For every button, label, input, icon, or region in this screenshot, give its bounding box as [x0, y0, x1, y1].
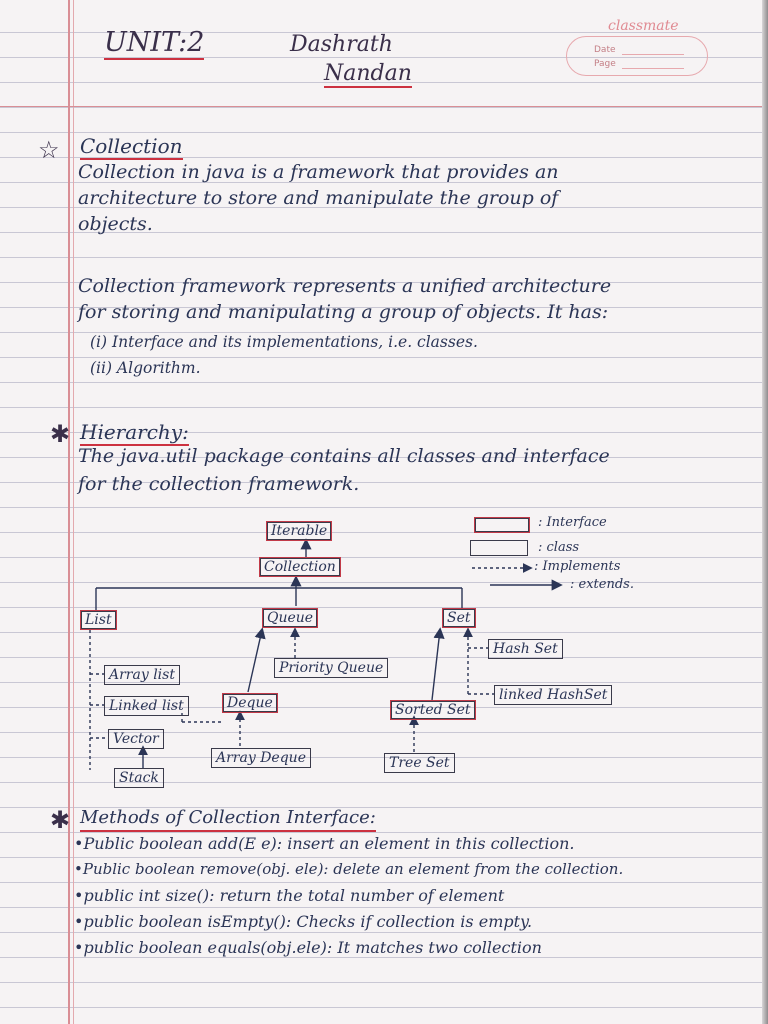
- node-vector: Vector: [108, 729, 164, 749]
- node-arraylist: Array list: [104, 665, 180, 685]
- framework-line: Collection framework represents a unified architecture: [78, 275, 612, 297]
- method-item: •Public boolean remove(obj. ele): delete an element from the collection.: [74, 860, 624, 878]
- method-text: public boolean equals(obj.ele): It matches two collection: [83, 938, 542, 957]
- legend-extends-label: : extends.: [570, 577, 634, 592]
- node-collection: Collection: [259, 557, 341, 577]
- method-text: Public boolean remove(obj. ele): delete an element from the collection.: [82, 860, 624, 878]
- asterisk-bullet-icon: ✱: [50, 806, 71, 834]
- method-item: •public int size(): return the total number of element: [74, 886, 505, 905]
- hierarchy-line: for the collection framework.: [78, 473, 360, 495]
- framework-point: (i) Interface and its implementations, i.e. classes.: [90, 333, 478, 351]
- hierarchy-heading: Hierarchy:: [80, 420, 189, 444]
- node-arraydeque: Array Deque: [211, 748, 311, 768]
- node-linkedlist: Linked list: [104, 696, 189, 716]
- page-label: Page: [594, 59, 616, 69]
- method-text: public int size(): return the total number of element: [83, 886, 505, 905]
- author-last-name: Nandan: [324, 61, 412, 86]
- method-item: •public boolean isEmpty(): Checks if collection is empty.: [74, 912, 533, 931]
- node-priorityqueue: Priority Queue: [274, 658, 388, 678]
- legend-class-label: : class: [538, 540, 580, 555]
- asterisk-bullet-icon: ✱: [50, 420, 71, 448]
- legend-interface-swatch: [474, 517, 530, 533]
- node-linkedhashset: linked HashSet: [494, 685, 612, 705]
- framework-point: (ii) Algorithm.: [90, 359, 201, 377]
- hierarchy-line: The java.util package contains all classes and interface: [78, 445, 610, 467]
- method-text: public boolean isEmpty(): Checks if collection is empty.: [83, 912, 533, 931]
- node-stack: Stack: [114, 768, 164, 788]
- method-item: •Public boolean add(E e): insert an element in this collection.: [74, 834, 575, 853]
- node-list: List: [80, 610, 117, 630]
- date-label: Date: [594, 45, 616, 55]
- node-treeset: Tree Set: [384, 753, 455, 773]
- legend-interface-label: : Interface: [538, 515, 607, 530]
- collection-line: architecture to store and manipulate the group of: [78, 187, 559, 209]
- node-iterable: Iterable: [266, 521, 332, 541]
- method-text: Public boolean add(E e): insert an element in this collection.: [83, 834, 575, 853]
- unit-title: UNIT:2: [104, 27, 205, 58]
- node-deque: Deque: [222, 693, 278, 713]
- collection-line: objects.: [78, 213, 153, 235]
- framework-line: for storing and manipulating a group of objects. It has:: [78, 301, 609, 323]
- collection-heading: Collection: [80, 134, 183, 158]
- method-item: •public boolean equals(obj.ele): It matches two collection: [74, 938, 542, 957]
- node-queue: Queue: [262, 608, 318, 628]
- brand-logo: classmate: [608, 18, 679, 34]
- node-sortedset: Sorted Set: [390, 700, 476, 720]
- node-set: Set: [442, 608, 476, 628]
- author-first-name: Dashrath: [290, 32, 393, 57]
- methods-heading: Methods of Collection Interface:: [80, 806, 376, 832]
- star-bullet-icon: ☆: [38, 136, 60, 164]
- node-hashset: Hash Set: [488, 639, 563, 659]
- legend-class-swatch: [470, 540, 528, 556]
- collection-line: Collection in java is a framework that provides an: [78, 161, 559, 183]
- legend-implements-label: : Implements: [534, 559, 621, 574]
